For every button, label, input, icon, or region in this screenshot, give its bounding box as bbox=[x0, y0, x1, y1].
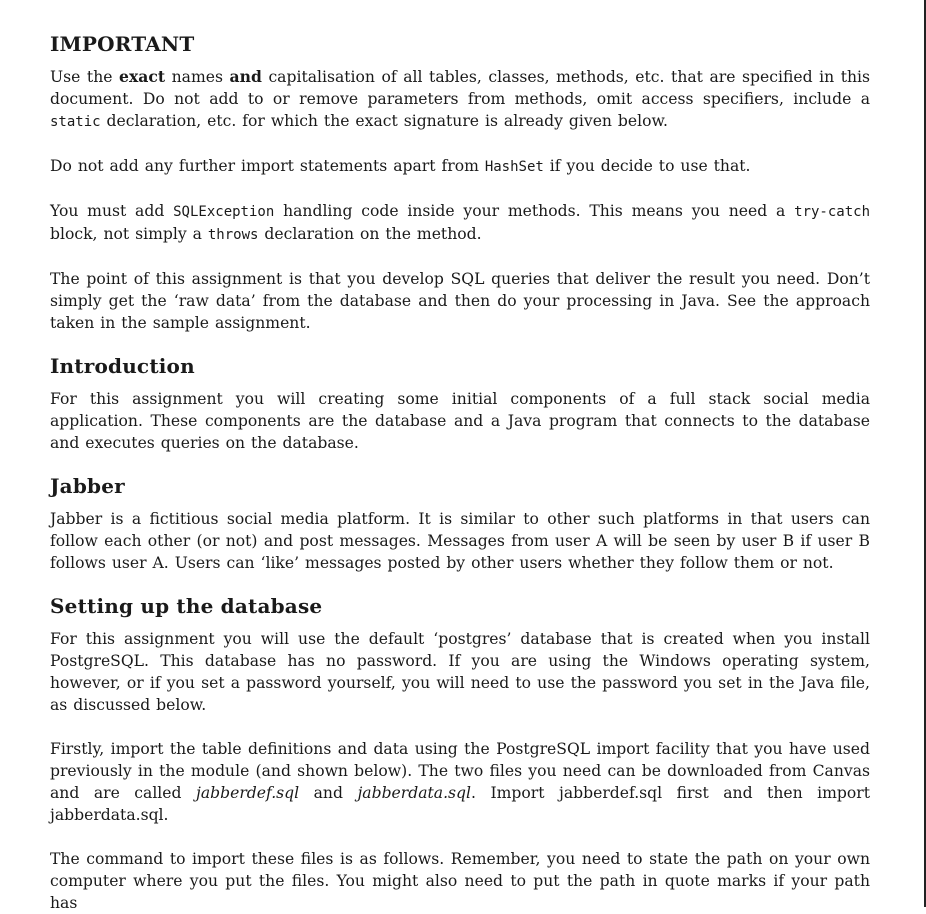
document-content bbox=[50, 30, 870, 914]
important-paragraph-2: Do not add any further import statements apart from HashSet if you decide to use that. bbox=[50, 157, 751, 175]
setup-heading: Setting up the database bbox=[50, 594, 323, 618]
important-paragraph-3: You must add SQLException handling code inside your methods. This means you need a try-catch block, not simply a throws declaration on the method. bbox=[50, 202, 870, 243]
introduction-heading: Introduction bbox=[50, 354, 195, 378]
introduction-paragraph: For this assignment you will creating some initial components of a full stack social media application. These components are the database and a Java program that connects to the database and executes queries on the database. bbox=[50, 390, 870, 452]
important-paragraph-4: The point of this assignment is that you develop SQL queries that deliver the result you need. Don’t simply get the ‘raw data’ from the database and then do your processing in Java. See the approach taken in the sample assignment. bbox=[50, 270, 870, 332]
setup-paragraph-3: The command to import these files is as follows. Remember, you need to state the path on your own computer where you put the files. You might also need to put the path in quote marks if your path has bbox=[50, 850, 870, 912]
important-paragraph-1: Use the exact names and capitalisation of all tables, classes, methods, etc. that are specified in this document. Do not add to or remove parameters from methods, omit access specifiers, include a static declaration, etc. for which the exact signature is already given below. bbox=[50, 67, 870, 130]
setup-paragraph-2: Firstly, import the table definitions and data using the PostgreSQL import facility that you have used previously in the module (and shown below). The two files you need can be downloaded from Canvas and are called jabberdef.sql and jabberdata.sql. Import jabberdef.sql first and then import jabberdata.sql. bbox=[50, 740, 870, 824]
important-heading: IMPORTANT bbox=[50, 32, 195, 56]
jabber-heading: Jabber bbox=[50, 474, 125, 498]
setup-paragraph-1: For this assignment you will use the default ‘postgres’ database that is created when you install PostgreSQL. This database has no password. If you are using the Windows operating system, however, or if you set a password yourself, you will need to use the password you set in the Java file, as discussed below. bbox=[50, 630, 870, 714]
jabber-paragraph: Jabber is a fictitious social media platform. It is similar to other such platforms in that users can follow each other (or not) and post messages. Messages from user A will be seen by user B if user B follows user A. Users can ‘like’ messages posted by other users whether they follow them or not. bbox=[50, 510, 870, 572]
